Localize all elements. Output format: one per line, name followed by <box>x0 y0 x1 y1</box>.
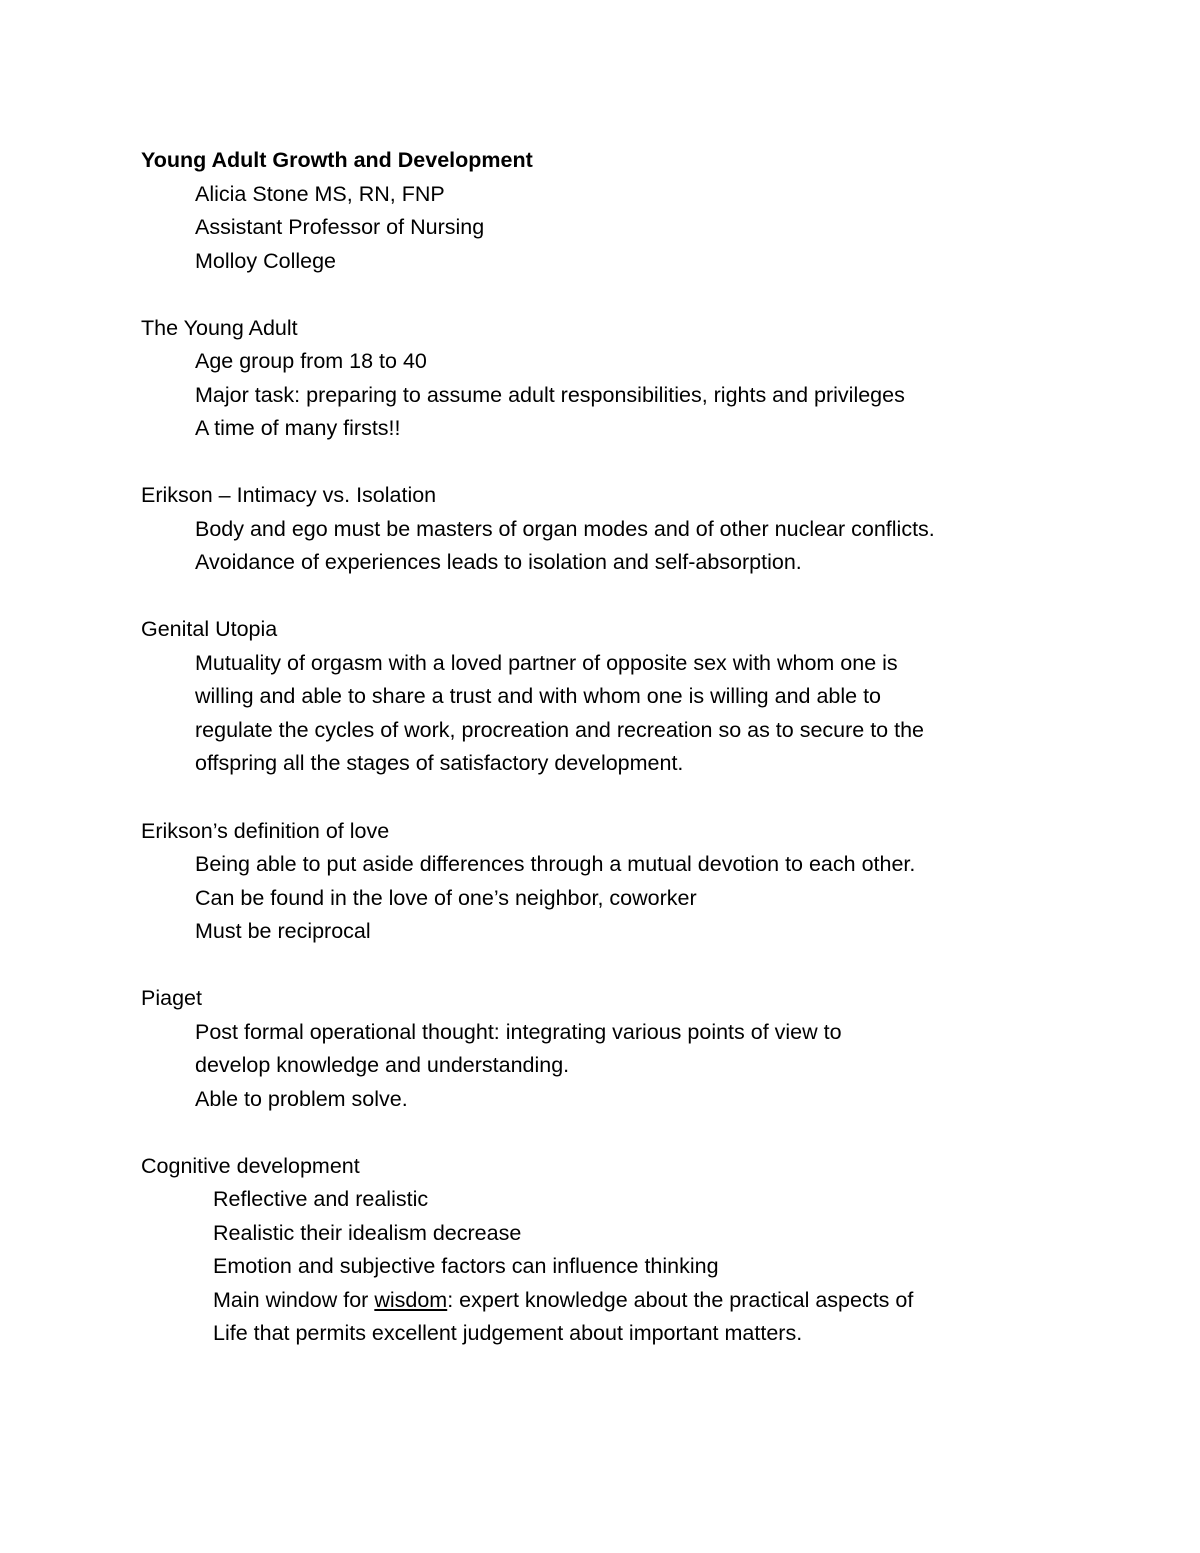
author-institution: Molloy College <box>195 249 337 273</box>
section-heading-cognitive-development: Cognitive development <box>141 1154 360 1178</box>
section-line: A time of many firsts!! <box>195 416 401 440</box>
wisdom-line <box>213 1286 913 1314</box>
section-line: Being able to put aside differences through a mutual devotion to each other. <box>195 852 916 876</box>
section-line: Emotion and subjective factors can influence thinking <box>213 1254 719 1278</box>
section-line: Can be found in the love of one’s neighbor, coworker <box>195 886 697 910</box>
section-heading-erikson-love: Erikson’s definition of love <box>141 819 390 843</box>
section-heading-erikson-intimacy: Erikson – Intimacy vs. Isolation <box>141 483 437 507</box>
section-line: Able to problem solve. <box>195 1087 408 1111</box>
wisdom-term: wisdom <box>374 1288 448 1312</box>
section-line: Body and ego must be masters of organ modes and of other nuclear conflicts. <box>195 517 935 541</box>
section-line: Realistic their idealism decrease <box>213 1221 522 1245</box>
author-position: Assistant Professor of Nursing <box>195 215 485 239</box>
section-heading-genital-utopia: Genital Utopia <box>141 617 278 641</box>
section-line: Post formal operational thought: integrating various points of view to <box>195 1020 842 1044</box>
section-line: Age group from 18 to 40 <box>195 349 427 373</box>
section-line: willing and able to share a trust and with whom one is willing and able to <box>195 684 882 708</box>
wisdom-line-suffix: : expert knowledge about the practical aspects of <box>447 1288 914 1312</box>
wisdom-line-prefix: Main window for <box>213 1288 375 1312</box>
section-line: Reflective and realistic <box>213 1187 429 1211</box>
section-heading-piaget: Piaget <box>141 986 202 1010</box>
section-line: offspring all the stages of satisfactory development. <box>195 751 684 775</box>
section-line: Mutuality of orgasm with a loved partner of opposite sex with whom one is <box>195 651 898 675</box>
section-heading-young-adult: The Young Adult <box>141 316 298 340</box>
section-line: Life that permits excellent judgement about important matters. <box>213 1321 803 1345</box>
section-line: Must be reciprocal <box>195 919 371 943</box>
section-line: develop knowledge and understanding. <box>195 1053 570 1077</box>
section-line: regulate the cycles of work, procreation and recreation so as to secure to the <box>195 718 925 742</box>
author-name: Alicia Stone MS, RN, FNP <box>195 182 445 206</box>
section-line: Avoidance of experiences leads to isolation and self-absorption. <box>195 550 802 574</box>
document-title: Young Adult Growth and Development <box>141 148 533 172</box>
section-line: Major task: preparing to assume adult responsibilities, rights and privileges <box>195 383 905 407</box>
